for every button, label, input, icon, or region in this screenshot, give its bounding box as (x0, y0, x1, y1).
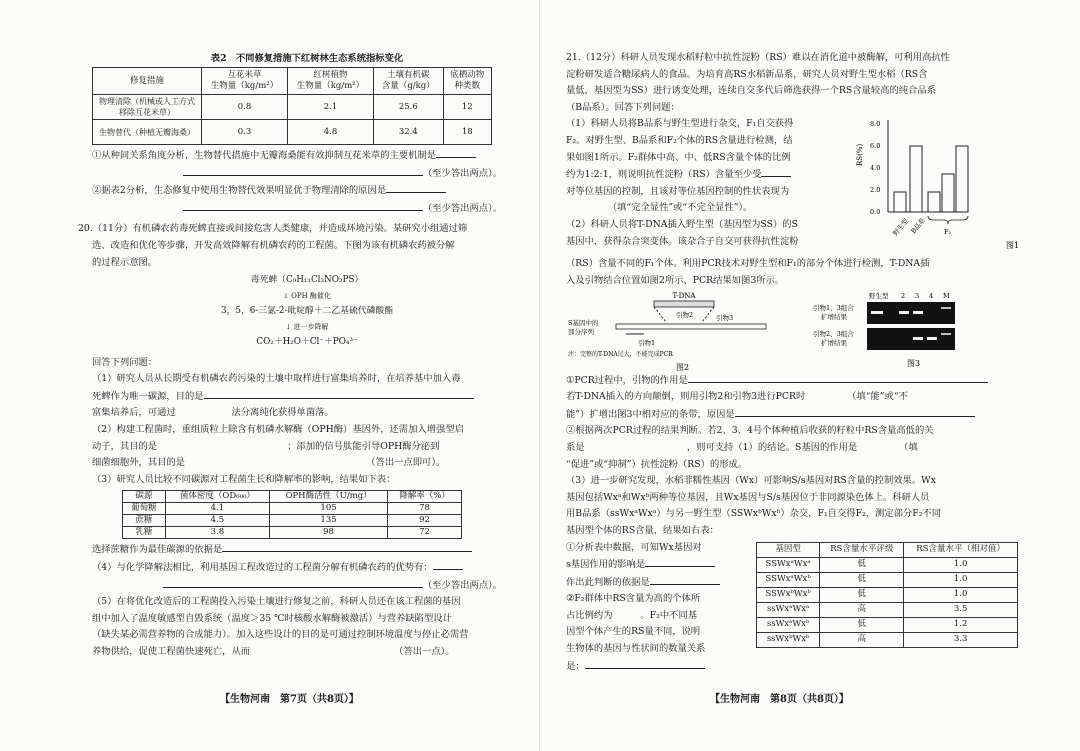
table4-cell: ssWxᵃWxᵃ (757, 602, 820, 617)
lane-label: 野生型 (869, 291, 889, 300)
table2-cell: 物理清除（机械或人工方式移除互花米草） (93, 95, 202, 120)
flow-arrow: ↓ OPH 酶催化 (283, 291, 331, 300)
gel-row-label: 引物2、3组合 (813, 329, 854, 338)
table-row (757, 557, 1018, 572)
fig1-bar-f2-low (928, 192, 940, 212)
gel-row-label: 引物1、3组合 (813, 303, 854, 312)
q21-p3-line: 占比例约为 。F₂中不同基 (566, 609, 698, 621)
page-footer: 【生物河南 第8页（共8页）】 (710, 694, 849, 705)
answer-blank[interactable] (585, 658, 705, 669)
table4-cell: 低 (820, 587, 904, 602)
answer-blank[interactable] (222, 541, 472, 552)
q21-line: ①PCR过程中，引物的作用是 (566, 374, 688, 386)
q20-intro-1: 20.（11分）有机磷农药毒死蜱直接或间接危害人类健康，并造成环境污染。某研究小组通过筛 (78, 223, 468, 235)
q20-line: （4）与化学降解法相比，利用基因工程改造过的工程菌分解有机磷农药的优势有： (92, 562, 433, 573)
fig3-caption: 图3 (907, 358, 921, 368)
fig1-brace (928, 216, 968, 224)
table-row (757, 617, 1018, 632)
q20-intro-2: 选、改造和优化等步骤，开发高效降解有机磷农药的工程菌。下图为该有机磷农药被分解 (92, 239, 455, 251)
table-header-row (93, 68, 492, 95)
table2-cell: 18 (443, 120, 491, 145)
q21-line: （3）进一步研究发现，水稻非糯性基因（Wx）可影响S/s基因对RS含量的控制效果。Wx (566, 475, 936, 487)
fig2-caption: 图2 (676, 362, 690, 372)
table2-header-2: 红树植物 生物量（kg/m²） (287, 68, 373, 95)
fig1-xlabel: F₂ (944, 228, 952, 237)
fig1-tick: 4.0 (870, 164, 881, 173)
flow-step: CO₂＋H₂O＋Cl⁻＋PO₄³⁻ (256, 337, 358, 348)
primer-label: 引物2 (676, 310, 694, 319)
lane-label: 3 (915, 291, 920, 300)
answer-blank[interactable] (183, 165, 423, 176)
table2 (92, 67, 492, 145)
table4 (756, 542, 1018, 648)
q21-p1-line: 果如图1所示。F₂群体中高、中、低RS含量个体的比例 (566, 151, 791, 163)
table3-header: 菌体密度（OD₆₀₀） (165, 491, 269, 503)
table2-cell: 4.8 (287, 120, 373, 145)
fig1-bar-f2-mid (942, 174, 954, 212)
table2-header-4: 底栖动物 种类数 (443, 68, 491, 95)
answer-blank[interactable] (688, 372, 988, 383)
flow-step: 毒死蜱（C₉H₁₁Cl₃NO₃PS） (250, 275, 364, 286)
q20-line: 富集培养后，可通过 法分离纯化获得单菌落。 (92, 407, 334, 419)
table4-cell: 1.2 (904, 617, 1018, 632)
lane-label: 2 (901, 291, 906, 300)
fig1-xlabel: 野生型 (891, 217, 911, 238)
gel-row-label: 扩增结果 (821, 312, 847, 321)
table-row (757, 572, 1018, 587)
gel-band (899, 311, 909, 314)
table4-cell: ssWxᵇWxᵇ (757, 632, 820, 647)
q21-line: 量低，基因型为SS）进行诱变处理，连续自交多代后筛选获得一个RS含量较高的纯合品系 (566, 85, 936, 97)
table3-cell: 98 (270, 527, 388, 539)
table4-cell: 低 (820, 557, 904, 572)
q20-line: （3）研究人员比较不同碳源对工程菌生长和降解率的影响，结果如下表： (92, 473, 396, 485)
q20-line: （至少答出两点）。 (422, 579, 502, 591)
fig2-seq-label: S基因中的 (568, 318, 599, 327)
answer-blank[interactable] (433, 559, 463, 570)
insert-line (654, 307, 666, 322)
q21-p1-line: （1）科研人员将B品系与野生型进行杂交，F₁自交获得 (566, 118, 794, 130)
answer-blank[interactable] (204, 388, 474, 399)
q21-line: 基因包括Wxᵃ和Wxᵇ两种等位基因，且Wx基因与S/s基因位于非同源染色体上。科研人员 (566, 491, 930, 503)
q20-line: 回答下列问题： (92, 356, 158, 368)
table4-cell: ssWxᵃWxᵇ (757, 617, 820, 632)
table4-cell: SSWxᵃWxᵇ (757, 572, 820, 587)
table3-cell: 78 (388, 503, 462, 515)
q21-line: 用B品系（ssWxᵃWxᵃ）与另一野生型（SSWxᵇWxᵇ）杂交，F₁自交得F₂，测定部分F₂不同 (566, 508, 942, 520)
q21-p1-line: F₂。对野生型、B品系和F₂个体的RS含量进行检测，结 (566, 134, 793, 146)
table2-cell: 2.1 (287, 95, 373, 120)
right-page (540, 0, 1080, 751)
table4-cell: 1.0 (904, 557, 1018, 572)
q21-p1-line: 入及引物结合位置如图2所示，PCR结果如图3所示。 (566, 274, 785, 286)
table-row (123, 515, 462, 527)
table4-header: 基因型 (757, 542, 820, 557)
q19-line-4: （至少答出两点）。 (422, 202, 502, 214)
answer-blank[interactable] (650, 574, 720, 585)
answer-blank[interactable] (386, 182, 446, 193)
gel-band (927, 337, 937, 340)
gel-panel-2 (867, 328, 955, 350)
q21-line: 系是 ，则可支持（1）的结论。S基因的作用是 （填 (566, 441, 918, 453)
gel-marker (941, 307, 951, 309)
figure-1 (856, 116, 1026, 256)
fig1-tick: 6.0 (870, 142, 881, 151)
table2-cell: 25.6 (373, 95, 443, 120)
q21-p1-line: （2）科研人员将T-DNA插入野生型（基因型为SS）的S (566, 218, 798, 230)
q19-line-3: ②据表2分析，生态修复中使用生物替代效果明显优于物理清除的原因是 (92, 185, 387, 197)
table4-cell: 3.5 (904, 602, 1018, 617)
fig1-tick: 0.0 (870, 208, 881, 217)
q20-line: （5）在将优化改造后的工程菌投入污染土壤进行修复之前，科研人员还在该工程菌的基因 (92, 596, 461, 608)
table2-cell: 12 (443, 95, 491, 120)
table-row (123, 503, 462, 515)
fig1-ylabel: RS(%) (856, 144, 864, 167)
q21-p1-line: 对等位基因的控制，且该对等位基因控制的性状表现为 (566, 185, 790, 197)
table-row (93, 95, 492, 120)
flow-step: 3，5，6-三氯-2-吡啶醇＋二乙基硫代磷酸酯 (220, 306, 394, 317)
table2-header-1: 互花米草 生物量（kg/m²） (202, 68, 288, 95)
table-row (757, 587, 1018, 602)
table3-cell: 3.8 (165, 527, 269, 539)
gel-band (871, 311, 883, 314)
fig2-seq-label: 部分序列 (568, 327, 594, 336)
tdna-insert (654, 301, 714, 307)
q20-line: （1）研究人员从长期受有机磷农药污染的土壤中取样进行富集培养时，在培养基中加入毒 (92, 373, 461, 385)
answer-blank[interactable] (436, 147, 476, 158)
table3-cell: 4.5 (165, 515, 269, 527)
fig1-bar-wildtype (894, 192, 906, 212)
table-row (757, 602, 1018, 617)
fig1-bar-b-line (910, 146, 922, 212)
answer-blank[interactable] (183, 200, 423, 211)
figure-3 (811, 290, 1031, 372)
q21-line: “促进”或“抑制”）抗性淀粉（RS）的形成。 (566, 458, 748, 470)
q21-line: 淀粉研发适合糖尿病人的食品。为培育高RS水稻新品系，研究人员对野生型水稻（RS含 (566, 68, 928, 80)
q20-line: （缺失某必需营养物的合成能力）。加入这些设计的目的是可通过控制环境温度与停止必需营 (92, 629, 469, 641)
table3-cell: 蔗糖 (123, 515, 166, 527)
table2-cell: 32.4 (373, 120, 443, 145)
primer-label: 引物1 (638, 338, 656, 347)
q20-line: 动子，其目的是 ；添加的信号肽能引导OPH酶分泌到 (92, 440, 440, 452)
fig2-note: 注：完整的T-DNA过大，不能完成PCR (568, 350, 673, 358)
figure-2 (566, 290, 811, 372)
table3-header: 降解率（%） (388, 491, 462, 503)
table2-cell: 生物替代（种植无瓣海桑） (93, 120, 202, 145)
fig1-tick: 8.0 (870, 120, 881, 129)
table2-header-0: 修复措施 (93, 68, 202, 95)
table3-cell: 92 (388, 515, 462, 527)
table4-header: RS含量水平评级 (820, 542, 904, 557)
q21-line: 21.（12分）科研人员发现水稻籽粒中抗性淀粉（RS）难以在消化道中被酶解，可利用高抗性 (566, 52, 950, 63)
fig1-tick: 2.0 (870, 186, 881, 195)
table2-header-3: 土壤有机碳 含量（g/kg） (373, 68, 443, 95)
table-header-row (123, 491, 462, 503)
q20-line: 养物供给，促使工程菌快速死亡，从而 （答出一点）。 (92, 645, 455, 657)
fig1-xlabel: B品系 (909, 216, 927, 236)
q21-p3-line: 是： (566, 660, 585, 672)
q21-p1-line: （填“完全显性”或“不完全显性”）。 (566, 202, 753, 214)
table4-cell: SSWxᵇWxᵇ (757, 587, 820, 602)
q19-line-1: ①从种间关系角度分析，生物替代措施中无瓣海桑能有效抑制互花米草的主要机制是 (92, 150, 436, 161)
degradation-flow (92, 273, 522, 351)
table4-cell: 3.3 (904, 632, 1018, 647)
table3 (122, 490, 462, 539)
q21-line: 能”）扩增出图3中相对应的条带，原因是 (566, 408, 735, 420)
insert-line (702, 307, 714, 322)
table-row (123, 527, 462, 539)
q21-line: （B品系）。回答下列问题： (566, 101, 680, 113)
primer-label: 引物3 (716, 313, 734, 322)
table-row (757, 632, 1018, 647)
q20-line: 选择蔗糖作为最佳碳源的依据是 (92, 544, 223, 556)
q21-p3-line: 作出此判断的依据是 (566, 576, 650, 588)
table4-cell: 低 (820, 572, 904, 587)
q20-intro-3: 的过程示意图。 (92, 256, 158, 268)
fig1-caption: 图1 (1006, 241, 1020, 251)
table4-header: RS含量水平（相对值） (904, 542, 1018, 557)
q20-line: 组中加入了温度敏感型自毁系统（温度＞35 ℃时核酸水解酶被激活）与营养缺陷型设计 (92, 612, 452, 624)
answer-blank[interactable] (645, 556, 715, 567)
fig1-bar-chart (856, 116, 1026, 252)
gel-marker (941, 333, 951, 335)
page-footer: 【生物河南 第7页（共8页）】 (220, 694, 359, 705)
table3-cell: 乳糖 (123, 527, 166, 539)
table-header-row (757, 542, 1018, 557)
lane-label: M (943, 291, 950, 300)
table3-cell: 4.1 (165, 503, 269, 515)
q21-p3-line: 因型个体产生的RS量不同，说明 (566, 626, 701, 638)
table3-cell: 葡萄糖 (123, 503, 166, 515)
table3-cell: 105 (270, 503, 388, 515)
q20-line: （2）构建工程菌时，重组质粒上除含有机磷水解酶（OPH酶）基因外，还需加入增强型启 (92, 424, 464, 436)
lane-label: 4 (929, 291, 934, 300)
table3-header: 碳源 (123, 491, 166, 503)
table3-header: OPH酶活性（U/mg） (270, 491, 388, 503)
q21-p1-line: （RS）含量不同的F₁个体。利用PCR技术对野生型和F₁的部分个体进行检测，T-DNA插 (566, 258, 930, 270)
table4-cell: 高 (820, 602, 904, 617)
answer-blank[interactable] (735, 406, 975, 417)
q21-p1-line: 基因中，获得杂合突变体。该杂合子自交可获得抗性淀粉 (566, 235, 799, 247)
table4-cell: 低 (820, 617, 904, 632)
fig2-diagram (566, 290, 811, 372)
table2-caption: 表2 不同修复措施下红树林生态系统指标变化 (210, 53, 404, 64)
s-gene-sequence (616, 324, 766, 329)
q21-p3-line: ①分析表中数据，可知Wx基因对 (566, 541, 702, 553)
table3-cell: 72 (388, 527, 462, 539)
q19-line-2: （至少答出两点）。 (422, 167, 502, 179)
table2-cell: 0.3 (202, 120, 288, 145)
gel-band (913, 337, 923, 340)
q21-p3-line: s基因作用的影响是 (566, 559, 646, 571)
table-row (93, 120, 492, 145)
q21-p3-line: 生物体的基因与性状间的数量关系 (566, 643, 706, 655)
q21-line: ②根据两次PCR过程的结果判断。若2、3、4号个体种植后收获的籽粒中RS含量高低的关 (566, 425, 934, 437)
gel-row-label: 扩增结果 (821, 338, 847, 347)
gel-band (913, 311, 923, 314)
q21-p1-line: 约为1:2:1，则说明抗性淀粉（RS）含量至少受 (566, 169, 762, 181)
table4-cell: 1.0 (904, 572, 1018, 587)
q21-p3-line: ②F₂群体中RS含量为高的个体所 (566, 593, 701, 605)
answer-blank[interactable] (761, 166, 791, 177)
q20-line: 死蜱作为唯一碳源，目的是 (92, 390, 204, 402)
table2-cell: 0.8 (202, 95, 288, 120)
fig1-bar-f2-high (956, 146, 968, 212)
fig2-tdna-label: T-DNA (672, 291, 696, 300)
q21-line: 若T-DNA插入的方向颠倒，则用引物2和引物3进行PCR时 （填“能”或“不 (566, 391, 908, 403)
flow-arrow: ↓ 进一步降解 (285, 322, 329, 331)
table4-cell: 1.0 (904, 587, 1018, 602)
q21-line: 基因型个体的RS含量，结果如右表： (566, 524, 719, 536)
table4-cell: SSWxᵃWxᵃ (757, 557, 820, 572)
fig3-gel (811, 290, 1031, 372)
q20-line: 细菌细胞外，其目的是 （答出一点即可）。 (92, 457, 446, 469)
table3-cell: 135 (270, 515, 388, 527)
answer-blank[interactable] (163, 577, 423, 588)
table4-cell: 高 (820, 632, 904, 647)
